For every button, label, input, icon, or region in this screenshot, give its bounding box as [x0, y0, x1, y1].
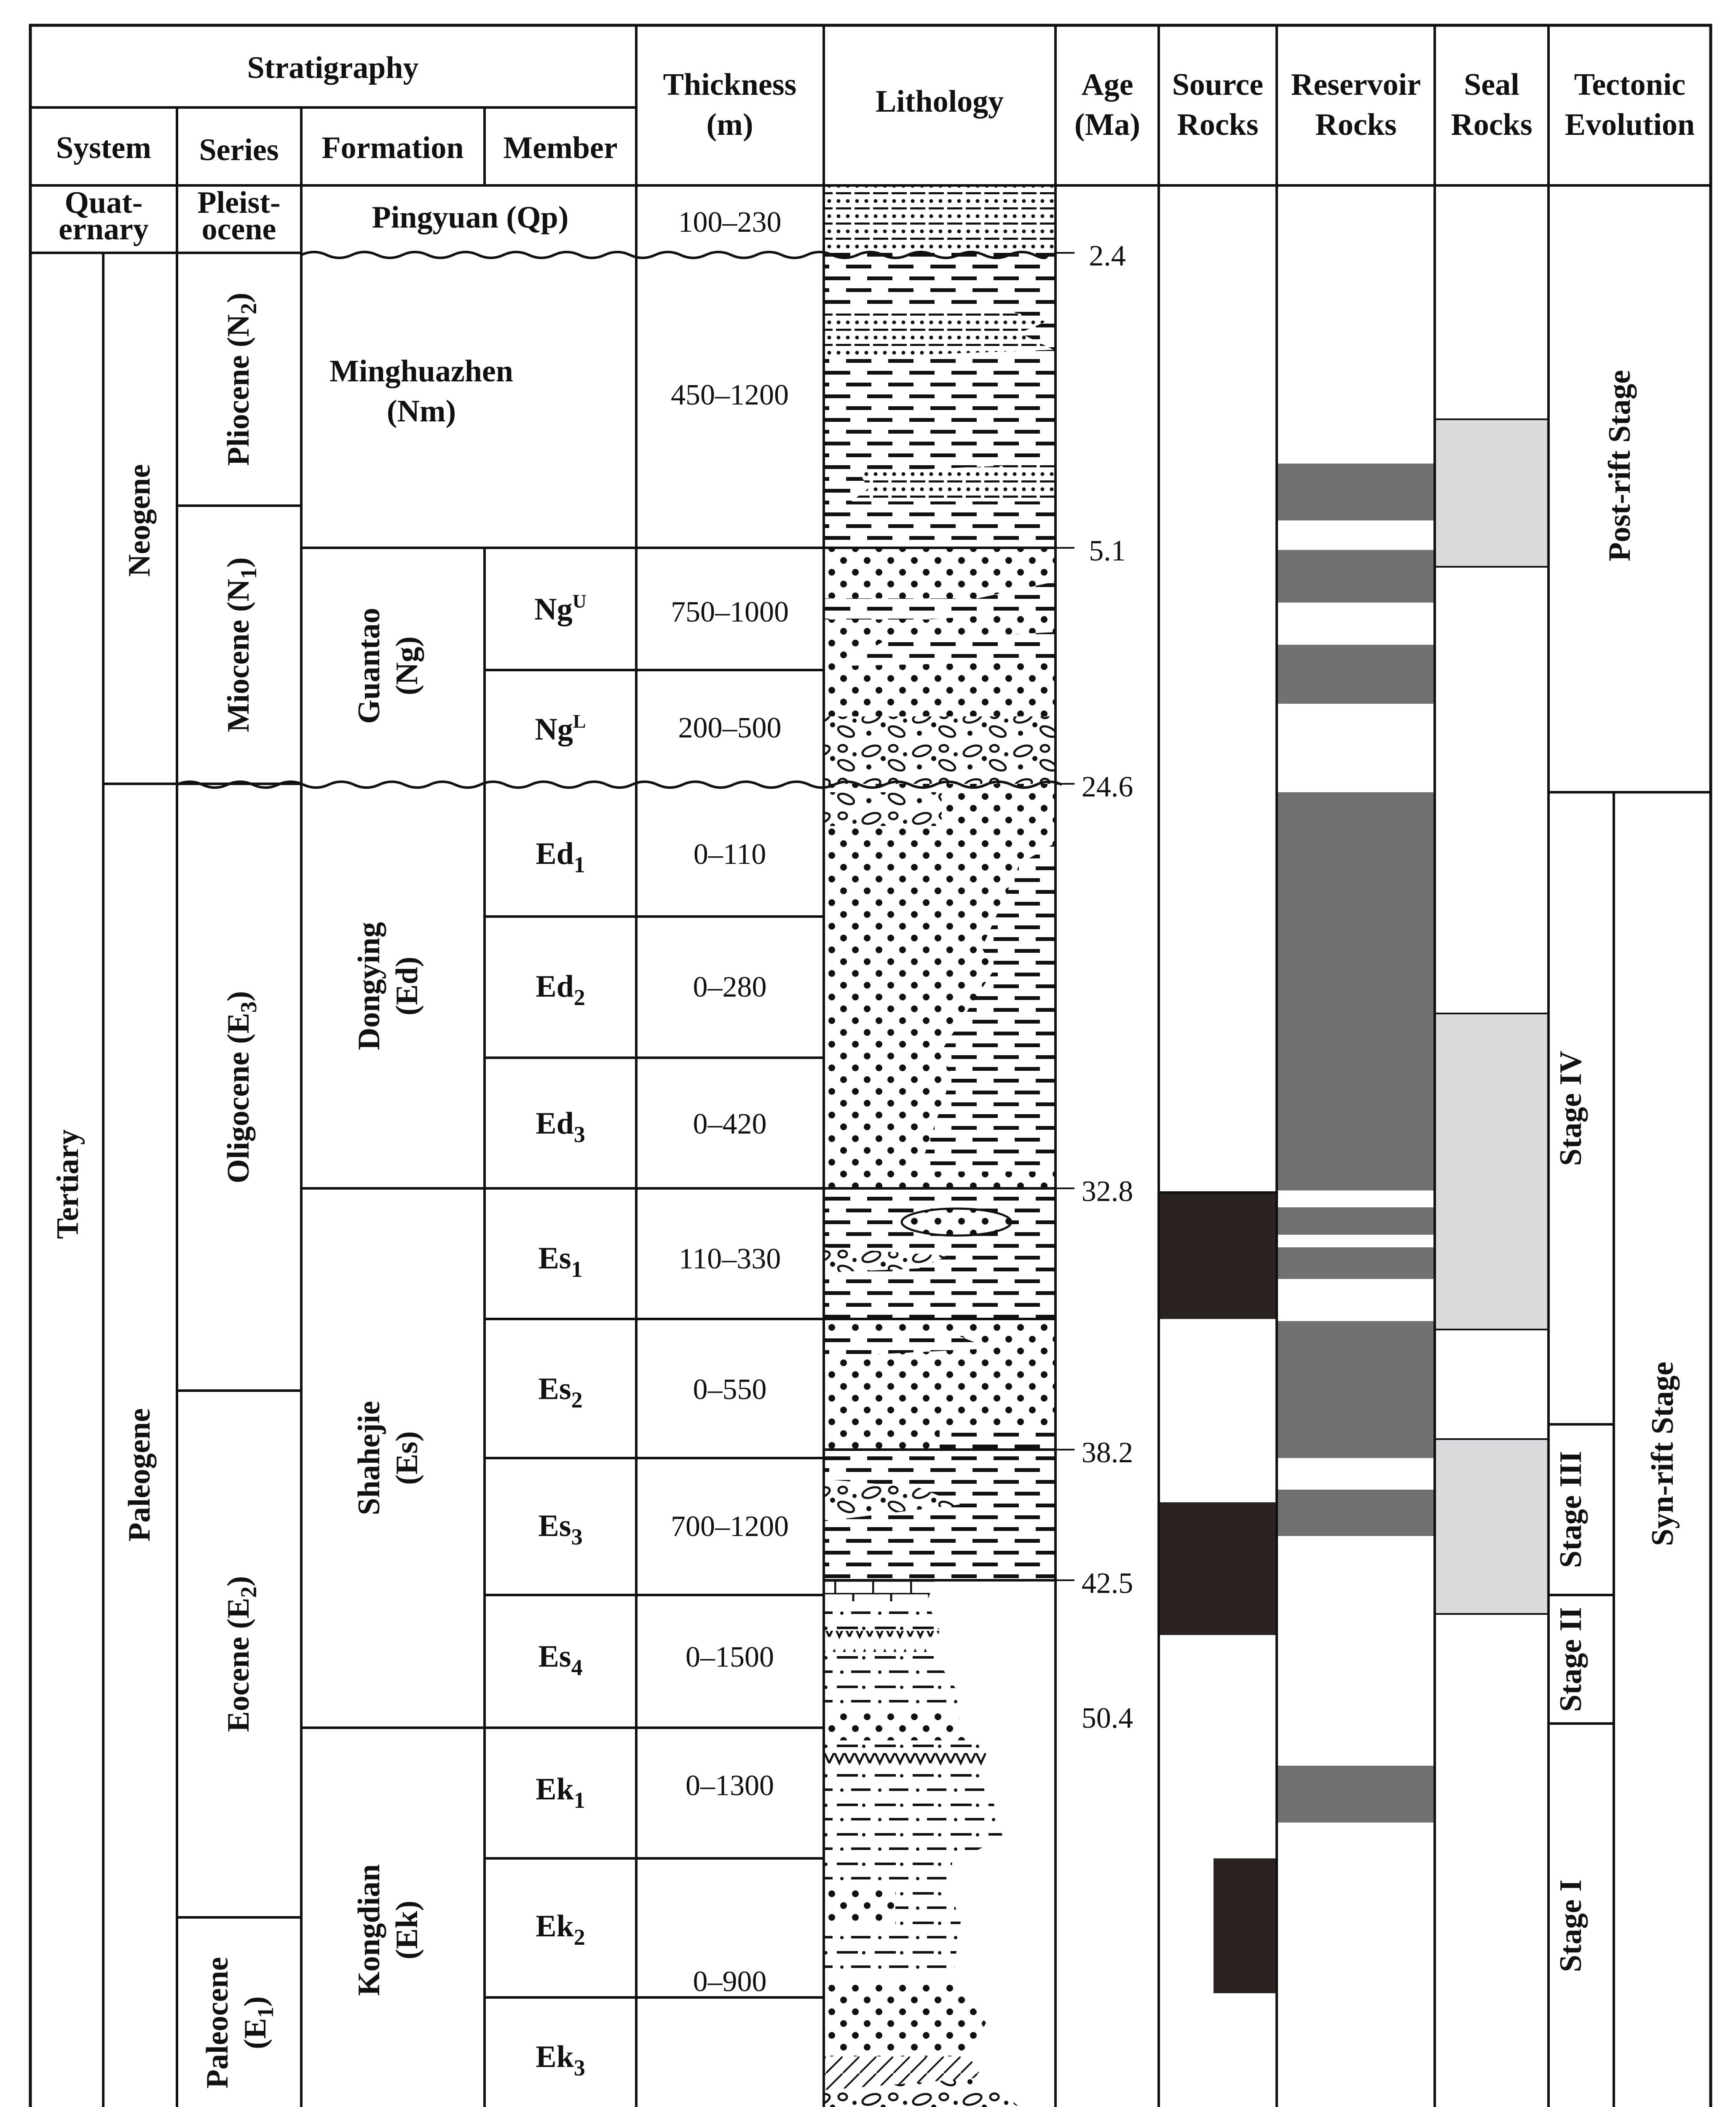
- header-source: Source: [1172, 67, 1264, 102]
- member-base: Es: [538, 1639, 571, 1674]
- tectonic-syn-rift: Syn-rift Stage: [1645, 1362, 1680, 1546]
- tectonic-stage-iv: Stage IV: [1554, 1051, 1588, 1166]
- age-value: 38.2: [1081, 1437, 1133, 1469]
- series-miocene-paren: ): [221, 557, 256, 568]
- header-seal: Seal: [1464, 67, 1519, 102]
- series-paleocene-code: [238, 1996, 278, 2049]
- member-sub: 2: [573, 1925, 585, 1950]
- member-sup: U: [572, 590, 587, 612]
- litho-es1-sand-lens: [902, 1209, 1011, 1236]
- member-base: Ed: [536, 969, 574, 1004]
- series-paleocene-paren: ): [238, 1996, 273, 2007]
- thickness-value: 700–1200: [671, 1510, 789, 1543]
- source-bar-ek2: [1214, 1858, 1277, 1993]
- member-sub: 1: [573, 852, 585, 877]
- reservoir-bar-4: [1277, 792, 1435, 1190]
- age-value: 5.1: [1089, 535, 1126, 567]
- formation-dongying-code: (Ed): [390, 957, 424, 1016]
- age-value: 50.4: [1081, 1702, 1133, 1734]
- member-label: [534, 590, 587, 627]
- tectonic-labels: [1554, 370, 1680, 1972]
- thickness-value: 110–330: [678, 1243, 781, 1275]
- member-base: Ed: [536, 836, 574, 871]
- series-eocene-paren: ): [221, 1576, 256, 1587]
- member-label: [536, 836, 585, 877]
- formation-shahejie: Shahejie: [352, 1401, 386, 1515]
- age-value: 24.6: [1081, 771, 1133, 803]
- formation-shahejie-code: (Es): [390, 1431, 424, 1485]
- series-eocene-sub: 2: [236, 1586, 261, 1598]
- series-oligocene-paren: ): [221, 991, 256, 1002]
- thickness-value: 0–1500: [686, 1641, 774, 1673]
- header-stratigraphy: Stratigraphy: [247, 51, 419, 85]
- member-label: [536, 1772, 585, 1813]
- header-member: Member: [503, 131, 618, 165]
- thickness-value: 100–230: [678, 206, 782, 239]
- series-paleocene-code-text: (E: [238, 2018, 273, 2049]
- member-sub: 3: [571, 1524, 583, 1549]
- stratigraphy-labels: [51, 185, 568, 2107]
- seal-rock-bars: [1435, 419, 1548, 1614]
- formation-pingyuan: Pingyuan (Qp): [372, 200, 569, 235]
- formation-minghuazhen: Minghuazhen: [330, 354, 513, 389]
- member-sub: 2: [571, 1387, 583, 1413]
- header-system: System: [56, 131, 152, 165]
- litho-ek1-evaporite: [824, 1753, 986, 1774]
- member-base: Ek: [536, 1909, 574, 1943]
- member-sub: 2: [573, 985, 585, 1010]
- thickness-value: 0–900: [693, 1965, 767, 1998]
- seal-bar-1: [1435, 419, 1548, 567]
- member-label: [536, 969, 585, 1010]
- reservoir-bar-5: [1277, 1207, 1435, 1235]
- litho-minghuazhen-mud: [824, 253, 1056, 548]
- series-paleocene-sub: 1: [253, 2006, 278, 2018]
- member-base: Es: [538, 1509, 571, 1543]
- reservoir-bar-1: [1277, 464, 1435, 520]
- formation-guantao-code: (Ng): [390, 636, 424, 695]
- source-bar-es3: [1159, 1502, 1277, 1635]
- thickness-labels: [671, 206, 789, 1998]
- thickness-value: 750–1000: [671, 596, 789, 628]
- thickness-value: 0–550: [693, 1373, 767, 1406]
- system-paleogene: Paleogene: [122, 1408, 157, 1542]
- reservoir-bar-8: [1277, 1490, 1435, 1536]
- age-labels: [1082, 240, 1133, 2107]
- system-neogene: Neogene: [122, 464, 157, 577]
- member-labels: [534, 590, 587, 2080]
- system-quaternary-1: Quat-: [64, 185, 143, 220]
- header-lithology: Lithology: [875, 84, 1004, 119]
- reservoir-rock-bars: [1277, 464, 1435, 1823]
- header-source-2: Rocks: [1177, 107, 1259, 142]
- reservoir-bar-3: [1277, 645, 1435, 704]
- series-eocene: [221, 1576, 261, 1732]
- age-value: 32.8: [1081, 1175, 1133, 1208]
- member-label: [536, 1106, 585, 1147]
- series-eocene-text: Eocene (E: [221, 1598, 256, 1732]
- tectonic-post-rift: Post-rift Stage: [1602, 370, 1637, 562]
- header-reservoir: Reservoir: [1291, 67, 1421, 102]
- thickness-value: 200–500: [678, 712, 782, 744]
- member-sub: 1: [573, 1788, 585, 1813]
- member-label: [538, 1639, 582, 1680]
- litho-es4-carbonate: [824, 1580, 935, 1601]
- member-sub: 1: [571, 1257, 583, 1282]
- member-label: [536, 1909, 585, 1950]
- series-oligocene-text: Oligocene (E: [221, 1013, 256, 1184]
- member-sub: 3: [573, 2055, 585, 2080]
- member-base: Es: [538, 1372, 571, 1406]
- header-formation: Formation: [321, 131, 464, 165]
- series-miocene: [221, 557, 261, 732]
- litho-ek2-sand-lens: [824, 1888, 895, 1926]
- system-tertiary: Tertiary: [51, 1129, 85, 1239]
- header-age: Age: [1081, 67, 1133, 102]
- formation-dongying: Dongying: [352, 922, 386, 1051]
- formation-minghuazhen-code: (Nm): [386, 394, 456, 429]
- member-base: Ek: [536, 2040, 574, 2074]
- age-value: 2.4: [1089, 240, 1126, 272]
- age-ticks: [1056, 253, 1074, 2107]
- member-base: Ng: [534, 592, 573, 627]
- thickness-value: 0–280: [693, 971, 767, 1003]
- thickness-value: 0–110: [693, 838, 766, 871]
- series-paleocene: Paleocene: [200, 1957, 235, 2089]
- member-sup: L: [573, 710, 586, 732]
- header-seal-2: Rocks: [1451, 107, 1532, 142]
- member-label: [538, 1372, 582, 1413]
- series-pliocene-paren: ): [221, 292, 256, 303]
- age-value: 42.5: [1081, 1567, 1133, 1600]
- header-age-unit: (Ma): [1074, 107, 1141, 142]
- header-thickness: Thickness: [663, 67, 797, 102]
- series-oligocene-sub: 3: [236, 1001, 261, 1013]
- header-tectonic-2: Evolution: [1565, 107, 1695, 142]
- series-pleistocene-1: Pleist-: [197, 185, 281, 220]
- seal-bar-3: [1435, 1439, 1548, 1614]
- member-label: [538, 1509, 582, 1549]
- series-miocene-sub: 1: [236, 567, 261, 579]
- reservoir-bar-7: [1277, 1321, 1435, 1458]
- series-oligocene: [221, 991, 261, 1184]
- thickness-value: 0–1300: [686, 1769, 774, 1802]
- member-base: Ek: [536, 1772, 574, 1807]
- reservoir-bar-6: [1277, 1247, 1435, 1279]
- header-thickness-unit: (m): [706, 107, 753, 142]
- thickness-value: 450–1200: [671, 379, 789, 411]
- series-miocene-text: Miocene (N: [221, 579, 256, 732]
- litho-es2-mud-base: [940, 1429, 1056, 1450]
- member-base: Ng: [535, 712, 573, 747]
- member-base: Es: [538, 1241, 571, 1276]
- reservoir-bar-9: [1277, 1766, 1435, 1823]
- member-sub: 3: [573, 1122, 585, 1147]
- litho-es4-silty-mud: [824, 1601, 965, 1711]
- member-label: [535, 710, 586, 747]
- series-pleistocene-2: ocene: [201, 212, 276, 247]
- series-pliocene-text: Pliocene (N: [221, 314, 256, 466]
- member-base: Ed: [536, 1106, 574, 1141]
- reservoir-bar-2: [1277, 550, 1435, 603]
- header-tectonic: Tectonic: [1574, 67, 1686, 102]
- litho-ek1-sand: [824, 1711, 978, 1740]
- header-series: Series: [199, 133, 279, 167]
- member-label: [538, 1241, 582, 1282]
- seal-bar-2: [1435, 1013, 1548, 1330]
- formation-guantao: Guantao: [352, 608, 386, 724]
- thickness-value: 0–420: [693, 1108, 767, 1140]
- series-pliocene-sub: 2: [236, 303, 261, 315]
- litho-dongying-conglomerate: [824, 792, 942, 826]
- litho-es4-evaporite: [824, 1631, 940, 1652]
- source-rock-bars: [1159, 1193, 1277, 1993]
- tectonic-stage-ii: Stage II: [1554, 1607, 1588, 1712]
- lithology-column: [824, 185, 1056, 2107]
- header-reservoir-2: Rocks: [1315, 107, 1397, 142]
- system-quaternary-2: ernary: [59, 212, 149, 247]
- litho-guantao-conglomerate: [824, 716, 1056, 784]
- tectonic-stage-i: Stage I: [1554, 1879, 1588, 1972]
- series-pliocene: [221, 292, 261, 466]
- source-bar-es1: [1159, 1193, 1277, 1319]
- member-label: [536, 2040, 585, 2080]
- member-sub: 4: [571, 1655, 583, 1680]
- litho-pingyuan-silt: [824, 185, 1056, 253]
- tectonic-stage-iii: Stage III: [1554, 1451, 1588, 1568]
- litho-ek3-sand: [824, 1981, 986, 2056]
- formation-kongdian-code: (Ek): [390, 1901, 424, 1960]
- formation-kongdian: Kongdian: [352, 1864, 386, 1996]
